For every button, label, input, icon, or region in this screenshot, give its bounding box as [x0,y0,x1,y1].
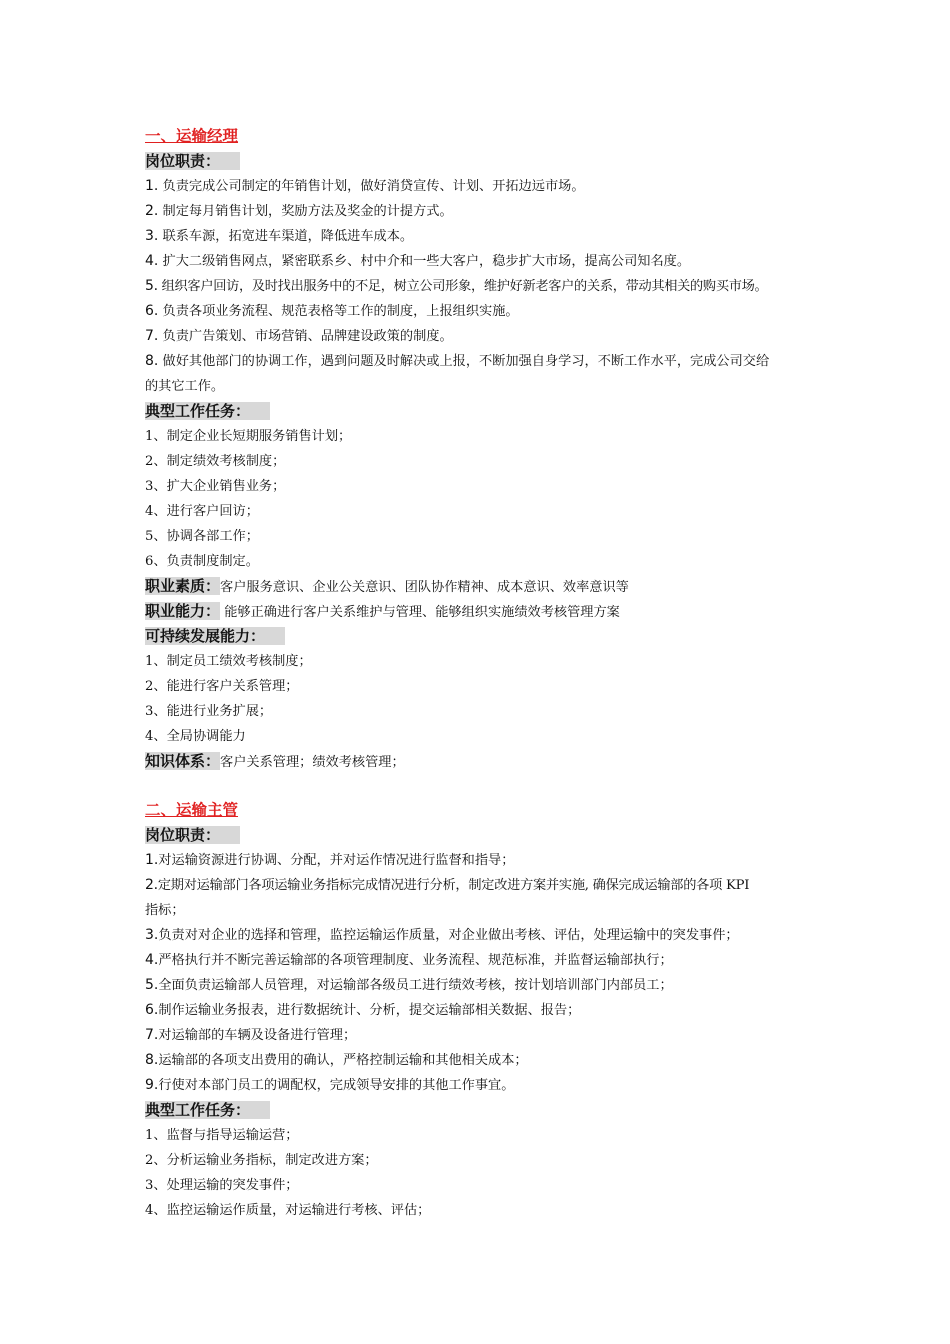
tasks-heading [145,399,825,424]
section-title-transport-manager: 一、运输经理 [145,127,239,145]
duty-text: 指标； [145,903,185,918]
ability-label: 职业能力： [145,602,221,620]
duty-text: 扩大二级销售网点，紧密联系乡、村中介和一些大客户，稳步扩大市场，提高公司知名度。 [158,254,691,269]
duty-text: 组织客户回访，及时找出服务中的不足，树立公司形象，维护好新老客户的关系，带动其相关的购买市场。 [157,279,768,294]
duty-text: 制定每月销售计划，奖励方法及奖金的计提方式。 [158,204,453,219]
duty-line [145,299,825,324]
duty-number: 9. [145,1077,159,1093]
duty-number: 5. [145,278,158,294]
duty-number: 3. [145,228,159,244]
duty-text: 联系车源，拓宽进车渠道，降低进车成本。 [158,229,414,244]
document-page [145,124,825,1223]
duty-number: 6. [145,1002,159,1018]
duty-text: 定期对运输部门各项运输业务指标完成情况进行分析，制定改进方案并实施, 确保完成运输部的各项 KPI [157,878,750,893]
quality-row [145,574,825,599]
duty-number: 7. [145,1027,159,1043]
duty-number: 2. [145,203,159,219]
task-item: 2、制定绩效考核制度； [145,454,286,469]
duty-text: 行使对本部门员工的调配权，完成领导安排的其他工作事宜。 [158,1078,515,1093]
tasks-heading-label: 典型工作任务： [145,1101,270,1119]
quality-label: 职业素质： [145,577,221,595]
duty-line [145,948,825,973]
duty-number: 1. [145,178,159,194]
knowledge-label: 知识体系： [145,752,221,770]
task-item: 1、监督与指导运输运营； [145,1128,299,1143]
duty-number: 3. [145,927,159,943]
duty-number: 6. [145,303,159,319]
duties-heading-label: 岗位职责： [145,826,240,844]
duty-text: 对运输部的车辆及设备进行管理； [158,1028,357,1043]
duty-text: 负责广告策划、市场营销、品牌建设政策的制度。 [158,329,453,344]
task-item: 4、进行客户回访； [145,504,259,519]
duties-heading-label: 岗位职责： [145,152,240,170]
duty-number: 8. [145,353,159,369]
duty-line [145,1023,825,1048]
duty-text: 严格执行并不断完善运输部的各项管理制度、业务流程、规范标准，并监督运输部执行； [158,953,673,968]
task-item: 3、扩大企业销售业务； [145,479,286,494]
sustain-heading [145,624,825,649]
duty-number: 5. [145,977,159,993]
duty-line [145,898,825,923]
duty-text: 负责完成公司制定的年销售计划，做好消贷宣传、计划、开拓边远市场。 [158,179,585,194]
duty-line [145,923,825,948]
duty-text: 负责对对企业的选择和管理，监控运输运作质量，对企业做出考核、评估，处理运输中的突发事件； [158,928,739,943]
duty-line [145,998,825,1023]
knowledge-text: 客户关系管理；绩效考核管理； [220,755,405,770]
duty-text: 全面负责运输部人员管理，对运输部各级员工进行绩效考核，按计划培训部门内部员工； [158,978,673,993]
duty-text: 运输部的各项支出费用的确认，严格控制运输和其他相关成本； [158,1053,528,1068]
duty-text: 做好其他部门的协调工作，遇到问题及时解决或上报，不断加强自身学习，不断工作水平，完成公司交给 [158,354,770,369]
duty-number: 2. [145,877,158,893]
task-item: 1、制定企业长短期服务销售计划； [145,429,352,444]
sustain-item: 1、制定员工绩效考核制度； [145,654,312,669]
duty-continuation: 的其它工作。 [145,379,225,394]
knowledge-row [145,749,825,774]
duty-number: 8. [145,1052,159,1068]
sustain-item: 3、能进行业务扩展； [145,704,273,719]
duty-line [145,349,825,374]
task-item: 5、协调各部工作； [145,529,259,544]
task-item: 3、处理运输的突发事件； [145,1178,299,1193]
duty-line [145,1073,825,1098]
duties-heading [145,823,825,848]
duty-text: 制作运输业务报表，进行数据统计、分析，提交运输部相关数据、报告； [158,1003,581,1018]
duty-line [145,324,825,349]
duty-line [145,199,825,224]
duty-line [145,274,825,299]
sustain-item: 2、能进行客户关系管理； [145,679,299,694]
task-item: 4、监控运输运作质量，对运输进行考核、评估； [145,1203,431,1218]
task-item: 6、负责制度制定。 [145,554,259,569]
duty-line [145,873,825,898]
quality-text: 客户服务意识、企业公关意识、团队协作精神、成本意识、效率意识等 [220,580,629,595]
duty-line [145,174,825,199]
duty-number: 4. [145,253,159,269]
duty-line [145,249,825,274]
tasks-heading-label: 典型工作任务： [145,402,270,420]
duty-number: 1. [145,852,159,868]
duty-line [145,848,825,873]
sustain-heading-label: 可持续发展能力： [145,627,285,645]
duty-text: 负责各项业务流程、规范表格等工作的制度，上报组织实施。 [158,304,519,319]
section-title-transport-supervisor: 二、运输主管 [145,801,239,819]
duty-line [145,224,825,249]
duty-line [145,973,825,998]
ability-text: 能够正确进行客户关系维护与管理、能够组织实施绩效考核管理方案 [220,605,620,620]
duty-line [145,1048,825,1073]
task-item: 2、分析运输业务指标，制定改进方案； [145,1153,378,1168]
duty-text: 对运输资源进行协调、分配，并对运作情况进行监督和指导； [158,853,515,868]
duties-heading [145,149,825,174]
ability-row [145,599,825,624]
duty-number: 4. [145,952,159,968]
tasks-heading [145,1098,825,1123]
duty-number: 7. [145,328,159,344]
sustain-item: 4、全局协调能力 [145,729,246,744]
